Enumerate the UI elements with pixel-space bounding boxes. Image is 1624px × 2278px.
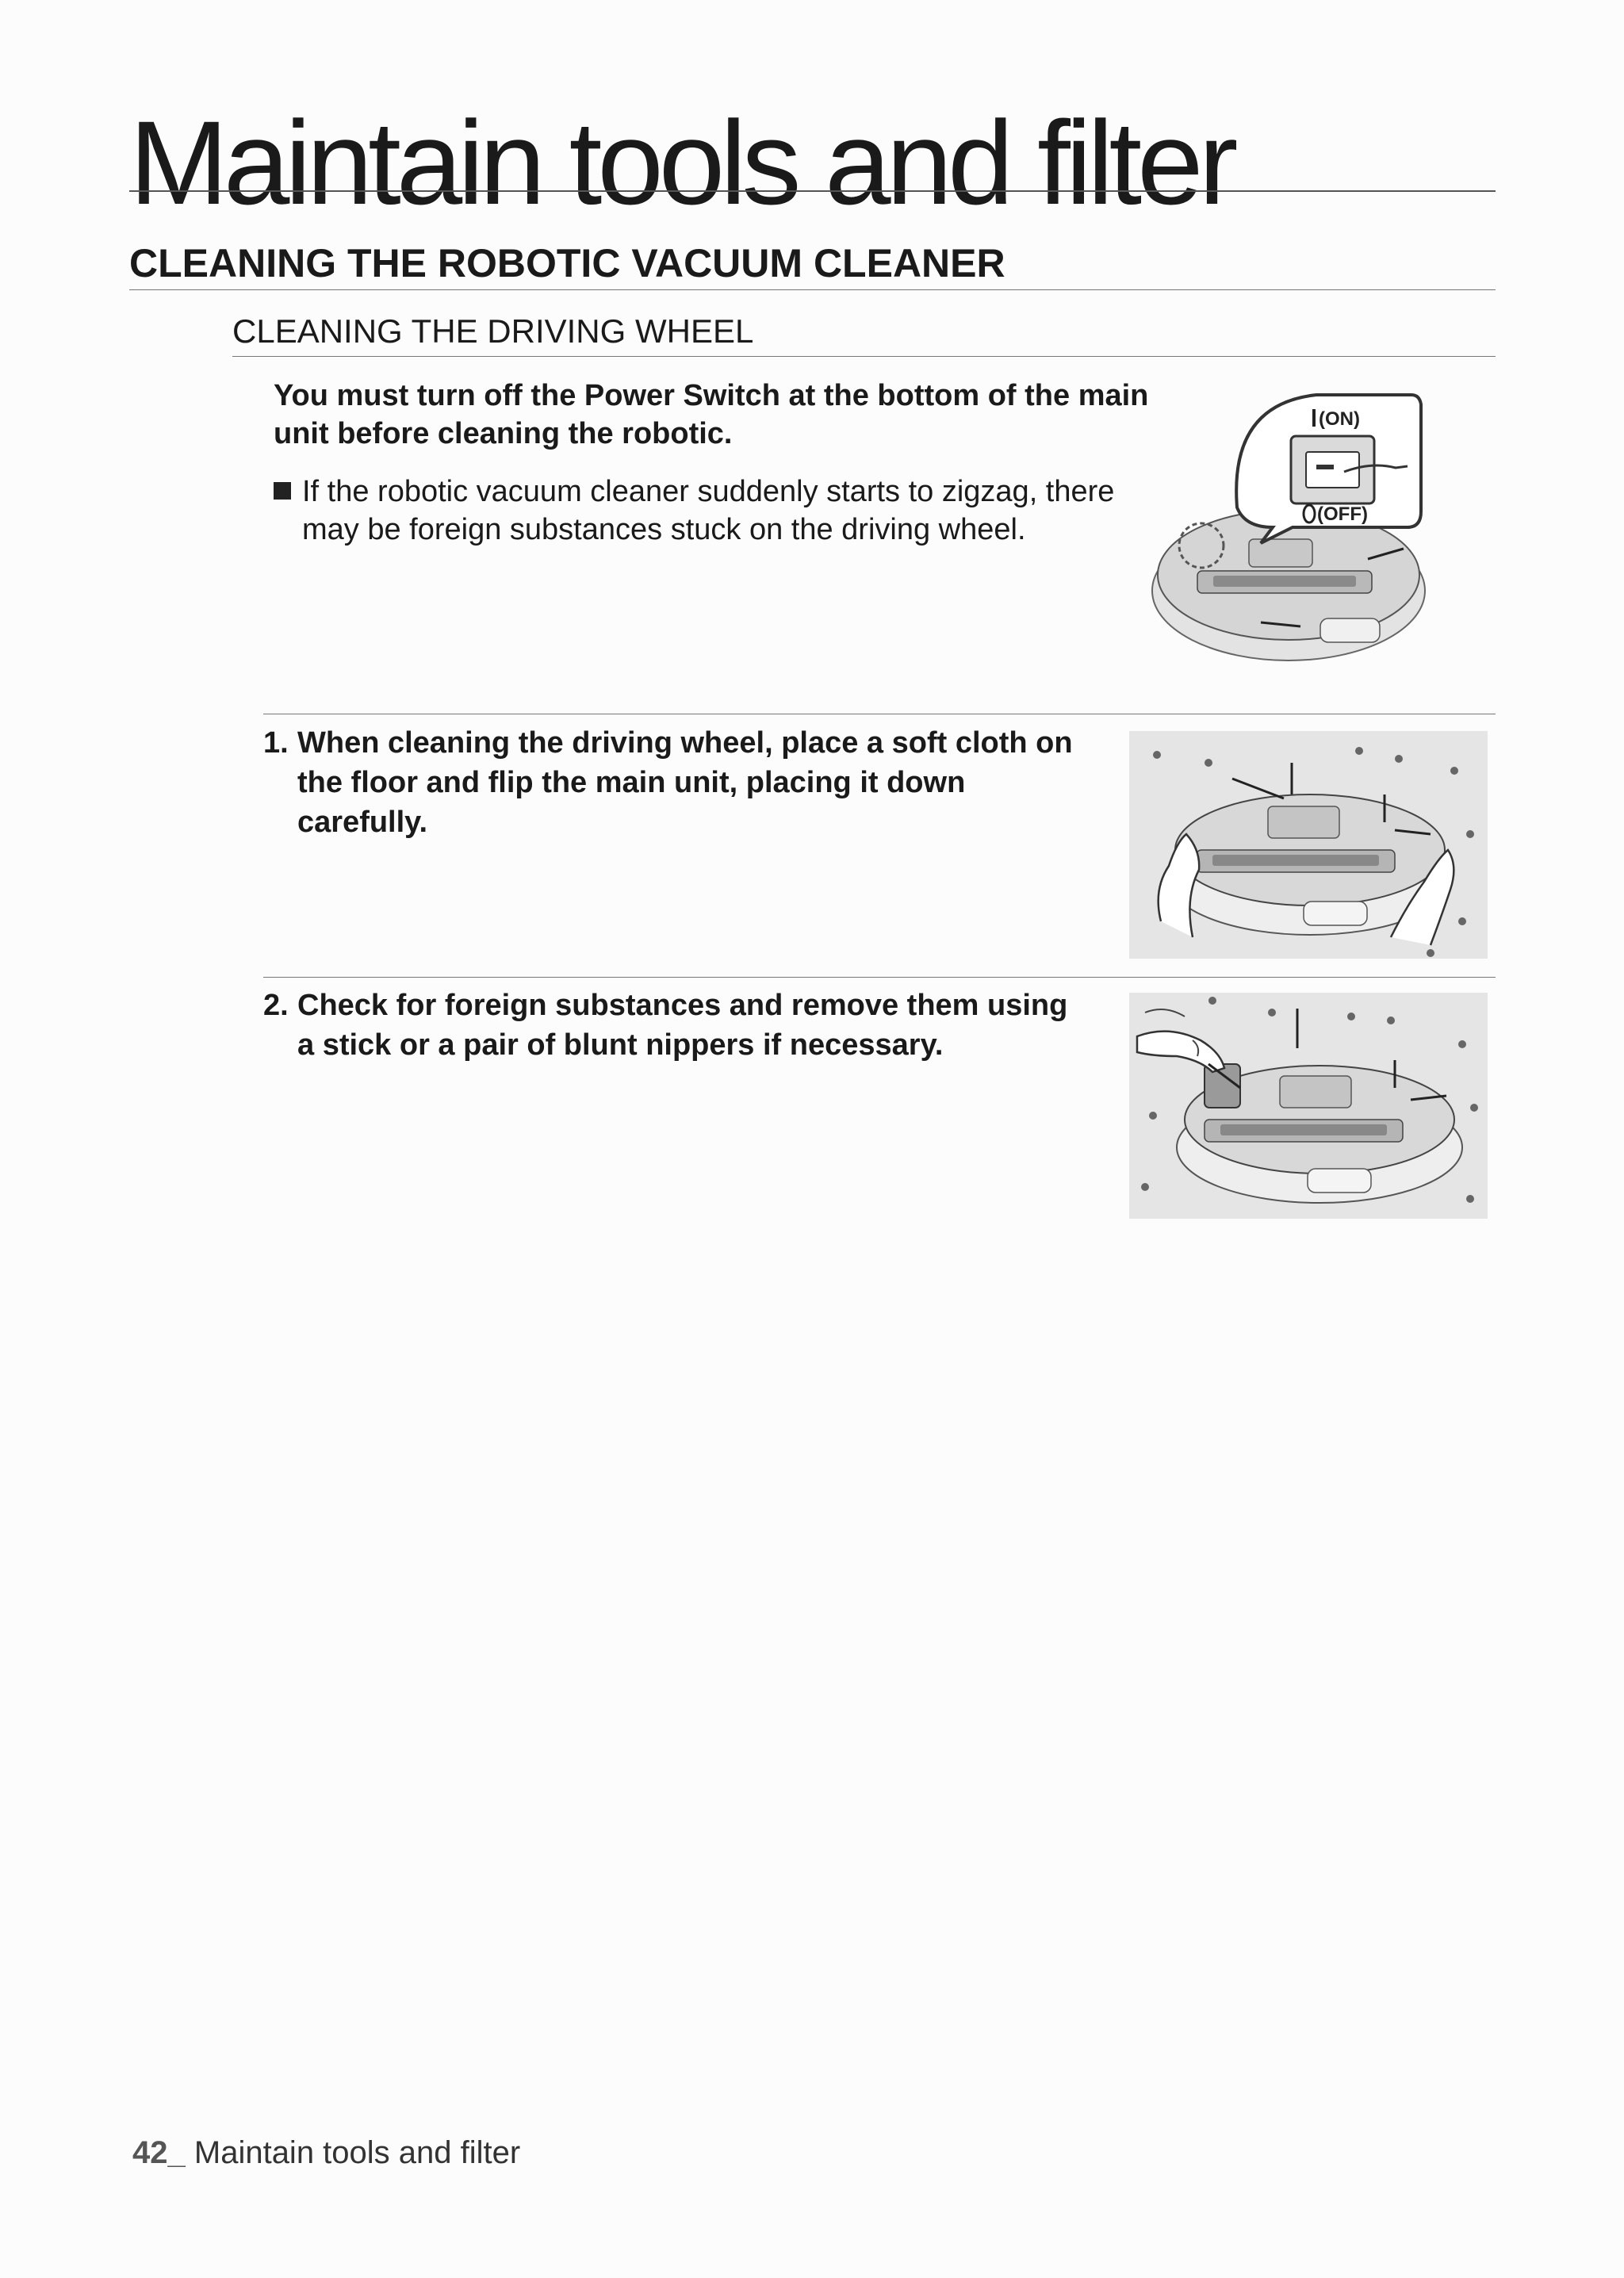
step-2-text: Check for foreign substances and remove them using a stick or a pair of blunt nippers if necessary.: [297, 989, 1068, 1062]
page-number: 42_: [132, 2135, 186, 2170]
page-footer: [132, 2133, 520, 2173]
remove-substances-figure: [1129, 993, 1488, 1219]
power-switch-figure: [1142, 373, 1443, 686]
sub-title: CLEANING THE DRIVING WHEEL: [232, 312, 754, 350]
step-2-number: 2.: [263, 989, 289, 1022]
flip-unit-figure: [1129, 731, 1488, 959]
footer-label: Maintain tools and filter: [193, 2135, 521, 2170]
section-rule: [129, 289, 1496, 290]
step-1-number: 1.: [263, 726, 289, 760]
chapter-title: Maintain tools and filter: [129, 96, 1234, 229]
zigzag-note: [274, 473, 1146, 549]
sub-title-rule: [232, 356, 1496, 357]
section-title: CLEANING THE ROBOTIC VACUUM CLEANER: [129, 241, 1005, 285]
step-1: [263, 723, 1080, 842]
chapter-rule: [129, 190, 1496, 192]
square-bullet-icon: [274, 482, 291, 500]
zigzag-note-text: If the robotic vacuum cleaner suddenly starts to zigzag, there may be foreign substances stuck on the driving wheel.: [302, 475, 1115, 546]
switch-on-label: (ON): [1319, 408, 1360, 430]
step-2: [263, 986, 1080, 1065]
step-2-rule: [263, 977, 1496, 978]
switch-off-label: (OFF): [1317, 503, 1368, 525]
power-switch-warning: You must turn off the Power Switch at the bottom of the main unit before cleaning the robotic.: [274, 379, 1149, 450]
step-1-text: When cleaning the driving wheel, place a soft cloth on the floor and flip the main unit, placing it down carefully.: [297, 726, 1073, 839]
